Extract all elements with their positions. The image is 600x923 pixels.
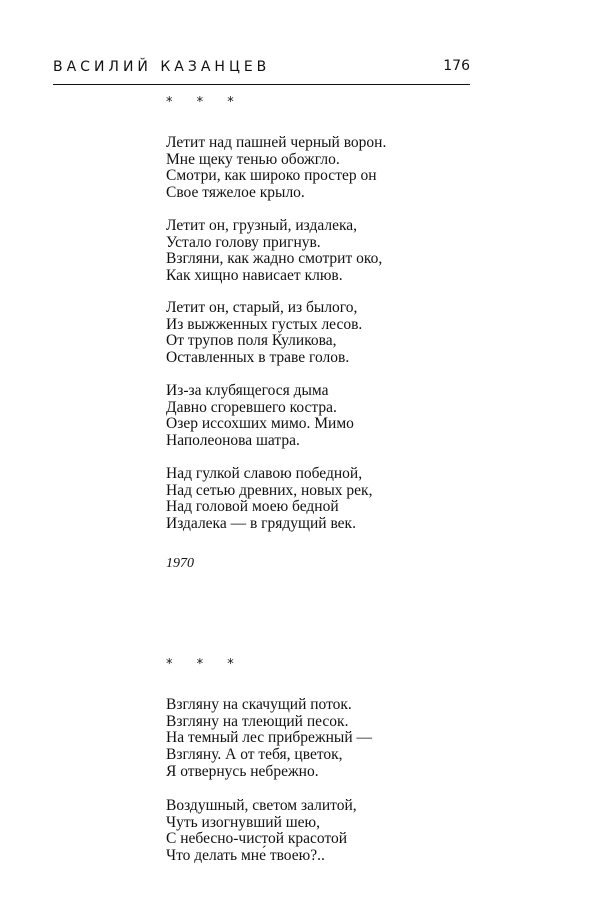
verse-line: Я отвернусь небрежно. (166, 762, 319, 780)
verse-line: Свое тяжелое крыло. (166, 184, 305, 202)
author-name: ВАСИЛИЙ КАЗАНЦЕВ (53, 59, 271, 75)
verse-line: Оставленных в траве голов. (166, 349, 350, 367)
stanza (166, 383, 354, 450)
verse-line: Взгляну на тлеющий песок. (166, 712, 349, 730)
verse-line: С небесно-чистой красотой (166, 830, 348, 848)
verse-line: Взгляну. А от тебя, цветок, (166, 746, 343, 764)
page-number: 176 (443, 58, 470, 74)
verse-line: Что делать мне́ твоею?.. (166, 847, 325, 865)
page-header (53, 58, 470, 85)
verse-line: Над гулкой славою победной, (166, 465, 363, 482)
stanza (166, 466, 372, 533)
stanza (166, 135, 386, 202)
verse-line: Взгляни, как жадно смотрит око, (166, 250, 383, 268)
verse-line: Воздушный, светом залитой, (166, 797, 357, 814)
verse-line: Наполеонова шатра. (166, 432, 300, 450)
verse-line: Озер иссохших мимо. Мимо (166, 415, 354, 433)
verse-line: Как хищно нависает клюв. (166, 267, 343, 285)
verse-line: Из выжженных густых лесов. (166, 315, 363, 333)
verse-line: Чуть изогнувший шею, (166, 813, 321, 831)
verse-line: Из-за клубящегося дыма (166, 382, 329, 399)
poem-separator: * * * (166, 657, 244, 672)
verse-line: Мне щеку тенью обожгло. (166, 150, 340, 168)
stanza (166, 218, 382, 285)
verse-line: Летит он, старый, из былого, (166, 299, 358, 316)
stanza (166, 697, 372, 781)
verse-line: Давно сгоревшего костра. (166, 398, 337, 416)
stanza (166, 300, 362, 367)
verse-line: Над сетью древних, новых рек, (166, 481, 373, 499)
verse-line: Над головой моею бедной (166, 498, 339, 516)
verse-line: Смотри, как широко простер он (166, 167, 377, 185)
verse-line: Устало голову пригнув. (166, 233, 321, 251)
stanza (166, 798, 357, 865)
verse-line: От трупов поля Куликова, (166, 332, 337, 350)
poem-separator: * * * (166, 95, 244, 110)
verse-line: Летит над пашней черный ворон. (166, 134, 387, 151)
verse-line: Летит он, грузный, издалека, (166, 217, 358, 234)
poem-date: 1970 (166, 556, 194, 571)
verse-line: На темный лес прибрежный — (166, 729, 372, 747)
verse-line: Издалека — в грядущий век. (166, 515, 356, 533)
verse-line: Взгляну на скачущий поток. (166, 696, 352, 713)
